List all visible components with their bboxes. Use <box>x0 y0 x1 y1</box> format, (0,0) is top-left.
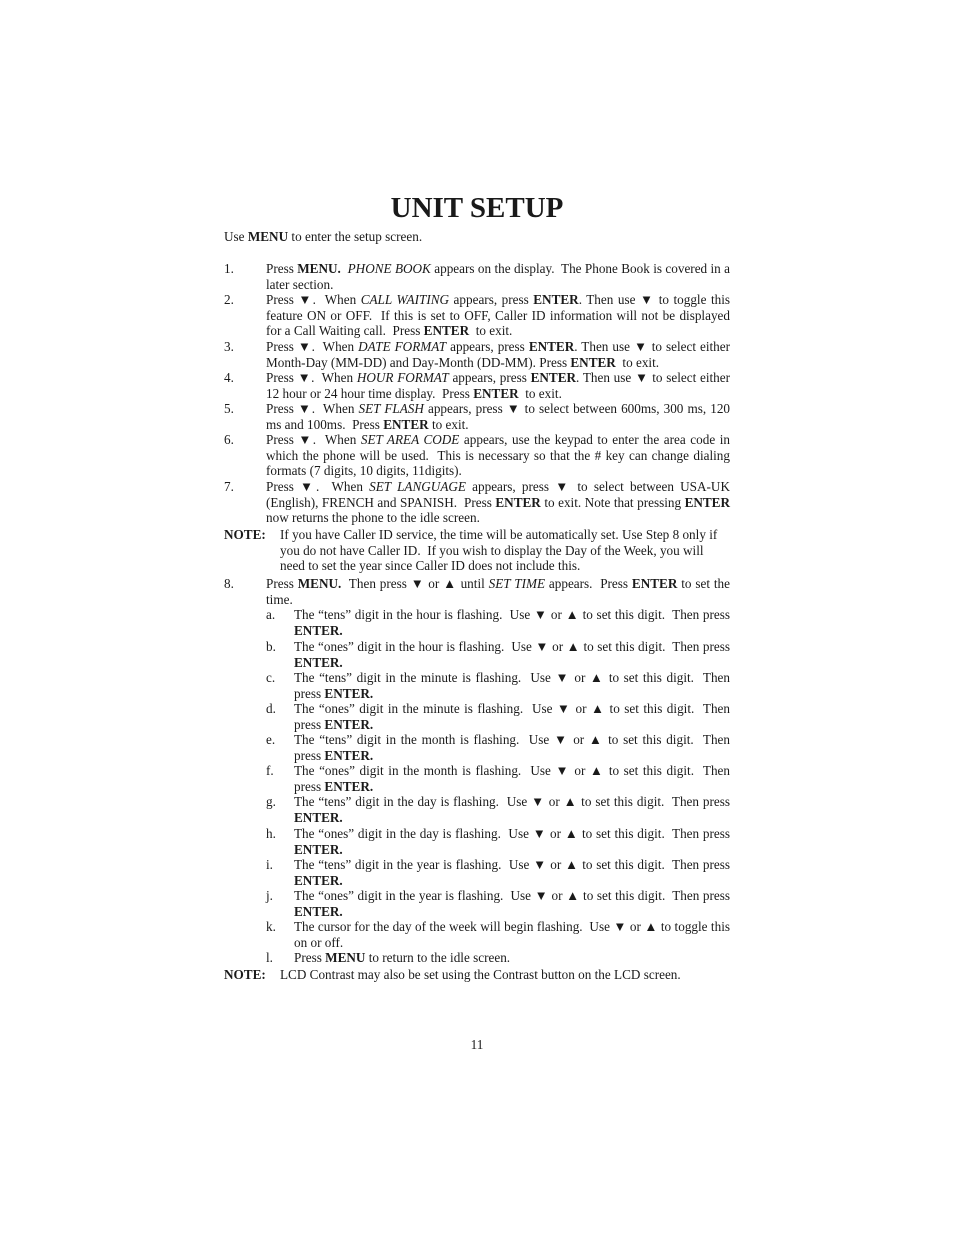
step-text: Press MENU. PHONE BOOK appears on the display. The Phone Book is covered in a later section. <box>266 261 731 292</box>
step-label: 2. <box>224 292 234 307</box>
step-label: 5. <box>224 401 234 416</box>
substep-text: The “tens” digit in the minute is flashing. Use ▼ or ▲ to set this digit. Then press ENTER. <box>294 670 730 701</box>
step-label: 3. <box>224 339 234 354</box>
substep-text: The “ones” digit in the year is flashing. Use ▼ or ▲ to set this digit. Then press ENTER. <box>294 888 730 919</box>
substep-text: The “ones” digit in the month is flashing. Use ▼ or ▲ to set this digit. Then press ENTER. <box>294 763 730 794</box>
substep-label: e. <box>266 732 276 747</box>
substep-text: The “tens” digit in the month is flashing. Use ▼ or ▲ to set this digit. Then press ENTER. <box>294 732 730 763</box>
substep-text: The cursor for the day of the week will begin flashing. Use ▼ or ▲ to toggle this on or off. <box>294 919 730 950</box>
substep-label: f. <box>266 763 274 778</box>
substep-text: The “ones” digit in the minute is flashing. Use ▼ or ▲ to set this digit. Then press ENTER. <box>294 701 730 732</box>
step-text: Press ▼. When HOUR FORMAT appears, press ENTER. Then use ▼ to select either 12 hour or 24 hour time display. Press ENTER to exit. <box>266 370 730 401</box>
step-text: Press ▼. When DATE FORMAT appears, press ENTER. Then use ▼ to select either Month-Day (MM-DD) and Day-Month (DD-MM). Press ENTER to exit. <box>266 339 731 370</box>
note-label: NOTE: <box>224 967 266 982</box>
substep-label: a. <box>266 607 276 622</box>
step-label: 6. <box>224 432 234 447</box>
substep-label: i. <box>266 857 273 872</box>
substep-label: l. <box>266 950 273 965</box>
step-text: Press ▼. When SET LANGUAGE appears, press ▼ to select between USA-UK (English), FRENCH and SPANISH. Press ENTER to exit. Note that pressing ENTER now returns the phone to the idle screen. <box>266 479 730 526</box>
page-title: UNIT SETUP <box>390 192 564 224</box>
substep-label: j. <box>266 888 273 903</box>
note-label: NOTE: <box>224 527 266 542</box>
step-text: Press ▼. When SET FLASH appears, press ▼ to select between 600ms, 300 ms, 120 ms and 100ms. Press ENTER to exit. <box>266 401 731 432</box>
substep-label: h. <box>266 826 276 841</box>
substep-label: d. <box>266 701 276 716</box>
substep-text: The “ones” digit in the day is flashing. Use ▼ or ▲ to set this digit. Then press ENTER. <box>294 826 730 857</box>
substep-label: c. <box>266 670 276 685</box>
substep-text: Press MENU to return to the idle screen. <box>294 950 511 965</box>
step-label: 7. <box>224 479 234 494</box>
substep-text: The “ones” digit in the hour is flashing. Use ▼ or ▲ to set this digit. Then press ENTER. <box>294 639 730 670</box>
substep-text: The “tens” digit in the day is flashing. Use ▼ or ▲ to set this digit. Then press ENTER. <box>294 794 730 825</box>
substep-label: b. <box>266 639 276 654</box>
substep-text: The “tens” digit in the year is flashing. Use ▼ or ▲ to set this digit. Then press ENTER. <box>294 857 730 888</box>
page-number: 11 <box>470 1037 484 1052</box>
substep-text: The “tens” digit in the hour is flashing. Use ▼ or ▲ to set this digit. Then press ENTER. <box>294 607 730 638</box>
note-text: If you have Caller ID service, the time will be automatically set. Use Step 8 only if you do not have Caller ID. If you wish to display the Day of the Week, you will need to set the year since Caller ID does not include this. <box>280 527 718 574</box>
substep-label: g. <box>266 794 276 809</box>
note-text: LCD Contrast may also be set using the Contrast button on the LCD screen. <box>280 967 681 982</box>
step-label: 8. <box>224 576 234 591</box>
step-label: 1. <box>224 261 234 276</box>
step-text: Press MENU. Then press ▼ or ▲ until SET TIME appears. Press ENTER to set the time. <box>266 576 730 607</box>
step-label: 4. <box>224 370 234 385</box>
step-text: Press ▼. When CALL WAITING appears, press ENTER. Then use ▼ to toggle this feature ON or OFF. If this is set to OFF, Caller ID information will not be displayed for a Call Waiting call. Press ENTER to exit. <box>266 292 731 339</box>
step-text: Press ▼. When SET AREA CODE appears, use the keypad to enter the area code in which the phone will be used. This is necessary so that the # key can change dialing formats (7 digits, 10 digits, 11digits). <box>266 432 730 479</box>
intro-paragraph: Use MENU to enter the setup screen. <box>224 229 423 244</box>
substep-label: k. <box>266 919 276 934</box>
